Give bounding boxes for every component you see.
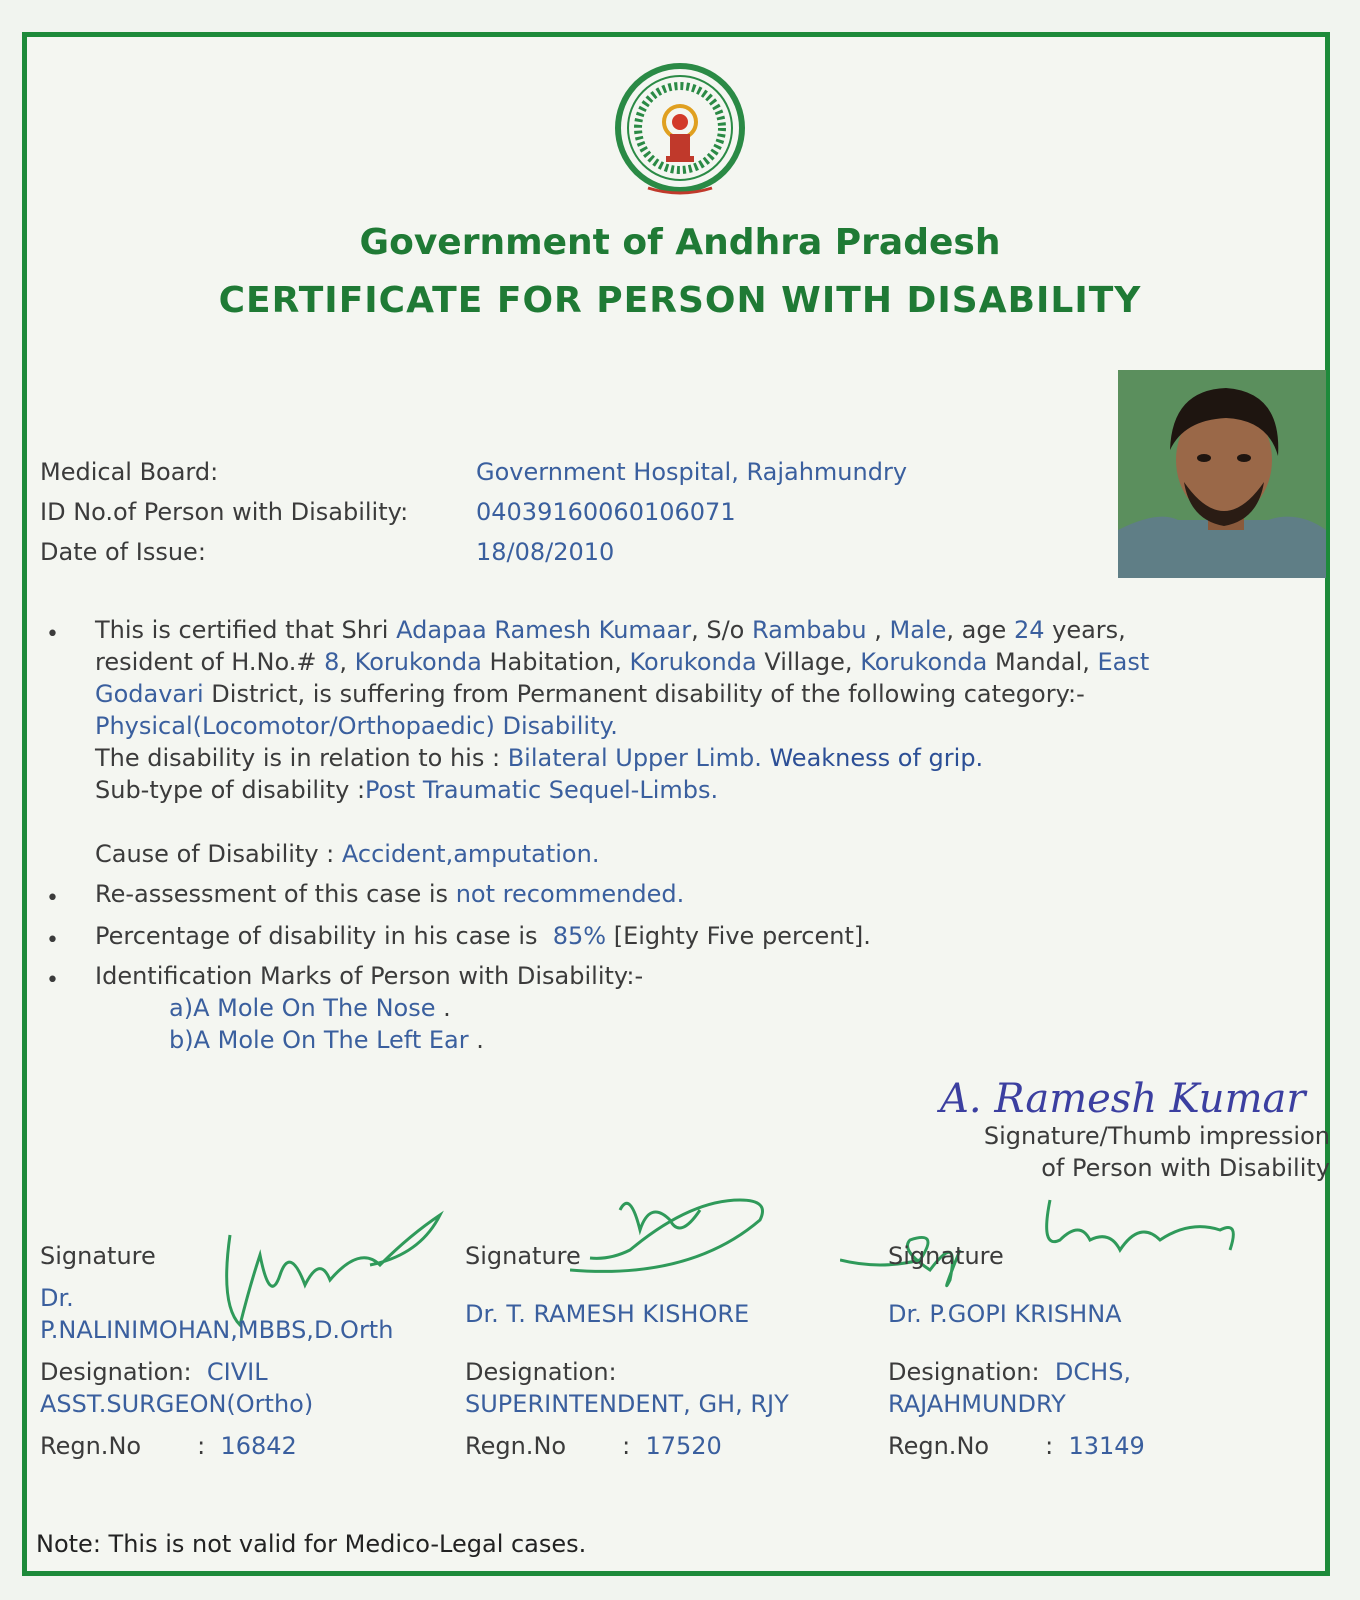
government-title: Government of Andhra Pradesh [359,222,1001,263]
text: resident of H.No.# [95,648,325,676]
reassessment-label: Re-assessment of this case is [95,880,456,908]
subtype-label: Sub-type of disability : [95,776,366,804]
percentage-value: 85% [552,922,607,950]
percentage-line [95,920,1315,952]
house-number: 8 [324,648,340,676]
designation-value: SUPERINTENDENT, GH, RJY [465,1390,789,1418]
regn-label: Regn.No [40,1432,142,1460]
signatory-block-1 [40,1240,460,1462]
regn-label: Regn.No [465,1432,567,1460]
medical-board-value: Government Hospital, Rajahmundry [476,458,908,486]
text: District, is suffering from Permanent disability of the following category:- [203,680,1085,708]
person-signature-caption [940,1120,1330,1184]
date-row [40,538,615,566]
regn-separator: : [197,1432,206,1460]
date-label: Date of Issue: [40,538,206,566]
bullet-icon: • [46,968,59,993]
text: , age [946,616,1014,644]
gender: Male [889,616,947,644]
mark-b: b)A Mole On The Left Ear [169,1026,469,1054]
text: Mandal, [987,648,1098,676]
andhra-pradesh-emblem-icon [608,60,752,204]
mark-a: a)A Mole On The Nose [169,994,436,1022]
designation-label: Designation: [888,1358,1040,1386]
village: Korukonda [629,648,757,676]
doctor-name: Dr. [40,1284,74,1312]
relation-label: The disability is in relation to his : [95,744,508,772]
reassessment-value: not recommended. [455,880,685,908]
signatory-block-3 [888,1240,1318,1462]
medical-board-row [40,458,908,486]
signature-label: Signature [465,1242,581,1270]
relation-value: Bilateral Upper Limb. [507,744,762,772]
signature-caption-line: of Person with Disability [1041,1154,1330,1182]
mandal: Korukonda [860,648,988,676]
identification-marks [95,960,1315,1056]
text: This is certified that Shri [95,616,397,644]
id-label: ID No.of Person with Disability: [40,498,409,526]
text: , [339,648,355,676]
id-row [40,498,736,526]
regn-separator: : [622,1432,631,1460]
person-photo [1118,370,1326,578]
marks-label: Identification Marks of Person with Disability:- [95,962,644,990]
doctor-name: Dr. T. RAMESH KISHORE [465,1300,750,1328]
bullet-icon: • [46,928,59,953]
cause-line [95,838,1315,870]
signature-caption-line: Signature/Thumb impression [983,1122,1330,1150]
habitation: Korukonda [354,648,482,676]
signature-label: Signature [40,1242,156,1270]
regn-value: 17520 [645,1432,722,1460]
designation-value: CIVIL [206,1358,268,1386]
disability-category: Physical(Locomotor/Orthopaedic) Disability. [95,712,618,740]
father-name: Rambabu [751,616,867,644]
text: years, [1044,616,1126,644]
certificate-title: CERTIFICATE FOR PERSON WITH DISABILITY [218,280,1142,321]
certification-paragraph [95,614,1315,806]
text: . [435,994,451,1022]
relation-value: Weakness of grip. [761,744,984,772]
district: Godavari [95,680,204,708]
text: , S/o [691,616,752,644]
id-value: 04039160060106071 [476,498,736,526]
regn-label: Regn.No [888,1432,990,1460]
bullet-icon: • [46,622,59,647]
text: Village, [756,648,861,676]
designation-value: DCHS, [1054,1358,1132,1386]
doctor-name: Dr. P.GOPI KRISHNA [888,1300,1122,1328]
age: 24 [1013,616,1045,644]
date-value: 18/08/2010 [476,538,615,566]
percentage-words: [Eighty Five percent]. [606,922,871,950]
text: . [468,1026,484,1054]
medical-board-label: Medical Board: [40,458,219,486]
regn-separator: : [1045,1432,1054,1460]
signatory-block-2 [465,1240,875,1462]
text: , [866,616,890,644]
cause-value: Accident,amputation. [341,840,600,868]
reassessment-line [95,878,1315,910]
designation-label: Designation: [40,1358,192,1386]
person-name: Adapaa Ramesh Kumaar [396,616,692,644]
regn-value: 16842 [220,1432,297,1460]
regn-value: 13149 [1068,1432,1145,1460]
bullet-icon: • [46,886,59,911]
signature-label: Signature [888,1242,1004,1270]
percentage-label: Percentage of disability in his case is [95,922,546,950]
designation-value: ASST.SURGEON(Ortho) [40,1390,314,1418]
district: East [1097,648,1150,676]
designation-label: Designation: [465,1358,617,1386]
subtype-value: Post Traumatic Sequel-Limbs. [365,776,719,804]
designation-value: RAJAHMUNDRY [888,1390,1066,1418]
person-signature-handwriting: A. Ramesh Kumar [940,1076,1306,1122]
doctor-name: P.NALINIMOHAN,MBBS,D.Orth [40,1316,394,1344]
validity-note: Note: This is not valid for Medico-Legal cases. [36,1530,587,1558]
cause-label: Cause of Disability : [95,840,342,868]
text: Habitation, [481,648,630,676]
